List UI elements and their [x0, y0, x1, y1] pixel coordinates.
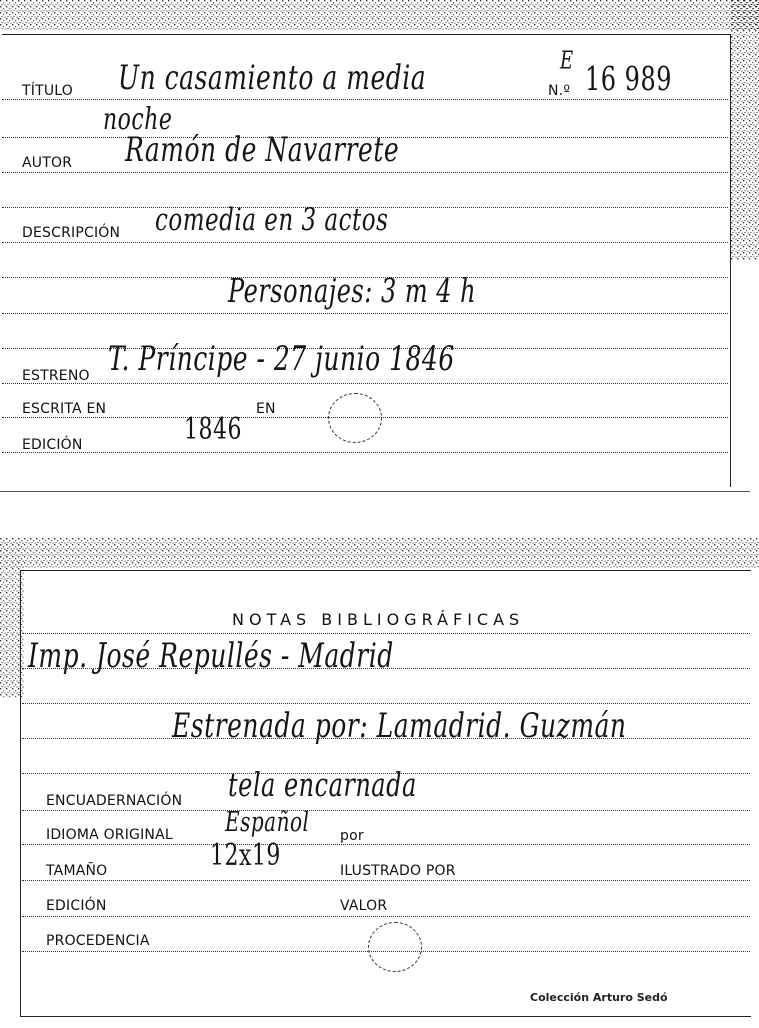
numero-prefix: E	[560, 46, 574, 75]
speckled-border-right	[731, 0, 759, 495]
stamp-mark	[368, 922, 422, 972]
en-label: EN	[256, 401, 276, 417]
numero-value: 16 989	[585, 60, 672, 98]
numero-label: N.º	[548, 83, 571, 99]
catalog-card-front	[0, 0, 759, 495]
rule-line	[2, 172, 728, 173]
rule-line	[22, 633, 750, 634]
escrita-en-label: ESCRITA EN	[22, 401, 107, 417]
note-line-1: Imp. José Repullés - Madrid	[28, 635, 394, 675]
speckled-border-top	[0, 538, 759, 568]
autor-value: Ramón de Navarrete	[125, 129, 400, 169]
autor-label: AUTOR	[22, 155, 73, 171]
stamp-mark	[328, 393, 382, 443]
rule-line	[2, 383, 728, 384]
rule-line	[22, 703, 750, 704]
personajes-value: Personajes: 3 m 4 h	[228, 272, 477, 310]
rule-line	[22, 916, 750, 917]
tamano-value: 12x19	[210, 839, 281, 873]
rule-line	[2, 452, 728, 453]
valor-label: VALOR	[340, 898, 388, 914]
encuadernacion-label: ENCUADERNACIÓN	[46, 793, 183, 809]
titulo-value: Un casamiento a media	[118, 57, 427, 97]
ilustrado-label: ILUSTRADO POR	[340, 863, 456, 879]
procedencia-label: PROCEDENCIA	[46, 933, 150, 949]
rule-line	[22, 810, 750, 811]
idioma-value: Español	[225, 805, 310, 838]
encuadernacion-value: tela encarnada	[228, 766, 417, 804]
idioma-label: IDIOMA ORIGINAL	[46, 827, 173, 843]
estreno-value: T. Príncipe - 27 junio 1846	[108, 338, 455, 378]
speckled-border-top	[0, 0, 759, 30]
por-label: por	[340, 828, 364, 844]
estreno-label: ESTRENO	[22, 368, 90, 384]
edicion-value: 1846	[184, 413, 242, 447]
notas-heading: NOTAS BIBLIOGRÁFICAS	[232, 610, 525, 629]
rule-line	[22, 844, 750, 845]
note-line-2: Estrenada por: Lamadrid. Guzmán	[172, 705, 627, 745]
rule-line	[22, 880, 750, 881]
titulo-continuation: noche	[103, 103, 173, 137]
titulo-label: TÍTULO	[22, 83, 73, 99]
rule-line	[2, 313, 728, 314]
descripcion-value: comedia en 3 actos	[155, 202, 389, 238]
descripcion-label: DESCRIPCIÓN	[22, 225, 121, 241]
edicion-label: EDICIÓN	[22, 437, 83, 453]
tamano-label: TAMAÑO	[46, 863, 108, 879]
rule-line	[2, 99, 728, 100]
edicion-label: EDICIÓN	[46, 898, 107, 914]
collection-credit: Colección Arturo Sedó	[530, 991, 668, 1004]
card-separator-line	[0, 491, 750, 492]
catalog-card-back	[0, 538, 759, 1028]
rule-line	[2, 242, 728, 243]
